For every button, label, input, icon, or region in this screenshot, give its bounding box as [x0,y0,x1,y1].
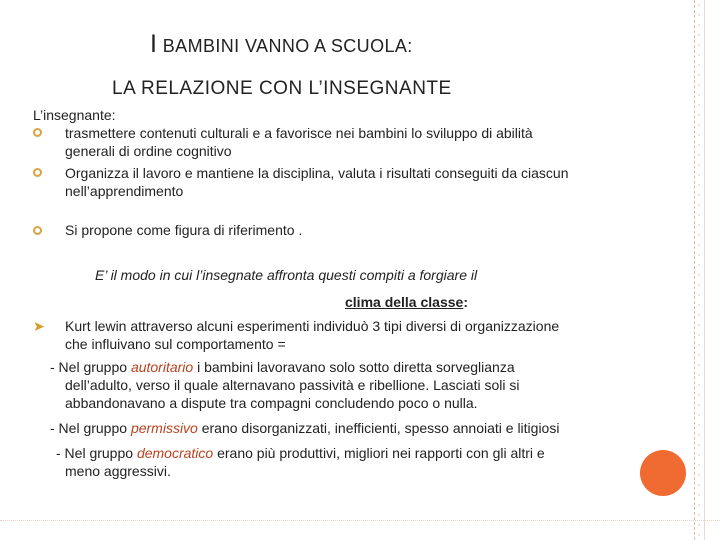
group-3-line-2: meno aggressivi. [65,463,171,479]
chevron-right-icon: ➤ [33,318,45,334]
group-prefix: - Nel gruppo [50,359,131,375]
slide-title-line-1 [150,30,413,59]
group-1-line-3: abbandonavano a dispute tra compagni concludendo poco o nulla. [65,395,478,411]
kurt-line-1: Kurt lewin attraverso alcuni esperimenti individuò 3 tipi diversi di organizzazione [65,318,560,334]
group-1-line-2: dell’adulto, verso il quale alternavano passività e ribellione. Lasciati soli si [65,377,520,393]
group-1-line-1 [50,358,515,376]
group-text: i bambini lavoravano solo sotto diretta sorveglianza [193,359,515,375]
kurt-line-2: che influivano sul comportamento = [65,336,286,352]
group-term: autoritario [130,359,194,375]
group-term: permissivo [130,420,198,436]
emphasis-line-1: E’ il modo in cui l’insegnate affronta questi compiti a forgiare il [95,267,478,283]
group-text: erano disorganizzati, inefficienti, spesso annoiati e litigiosi [197,420,560,436]
decorative-border-line-2 [704,0,705,540]
title-rest: BAMBINI VANNO A SCUOLA: [157,36,413,56]
group-term: democratico [136,445,214,461]
bullet-1-line-2: generali di ordine cognitivo [65,143,232,159]
group-3-line-1 [56,444,545,462]
bullet-2-line-1: Organizza il lavoro e mantiene la disciplina, valuta i risultati conseguiti da ciascun [65,165,569,181]
bullet-3-line-1: Si propone come figura di riferimento . [65,222,303,238]
bullet-2-line-2: nell’apprendimento [65,183,184,199]
climate-term: clima della classe [345,294,464,310]
decorative-border-line [694,0,695,540]
title-initial: I [150,30,158,58]
emphasis-line-2 [345,293,468,311]
intro-text: L’insegnante: [33,107,116,123]
orange-circle-decoration [640,450,686,496]
bullet-1-line-1: trasmettere contenuti culturali e a favorisce nei bambini lo sviluppo di abilità [65,125,533,141]
bullet-circle-icon [33,128,42,137]
slide-title-line-2: LA RELAZIONE CON L’INSEGNANTE [112,78,452,99]
decorative-bottom-line [0,520,720,521]
group-2-line-1 [50,419,559,437]
bullet-circle-icon [33,226,42,235]
group-prefix: - Nel gruppo [56,445,137,461]
group-prefix: - Nel gruppo [50,420,131,436]
bullet-circle-icon [33,168,42,177]
group-text: erano più produttivi, migliori nei rapporti con gli altri e [213,445,545,461]
emphasis-suffix: : [463,294,468,310]
